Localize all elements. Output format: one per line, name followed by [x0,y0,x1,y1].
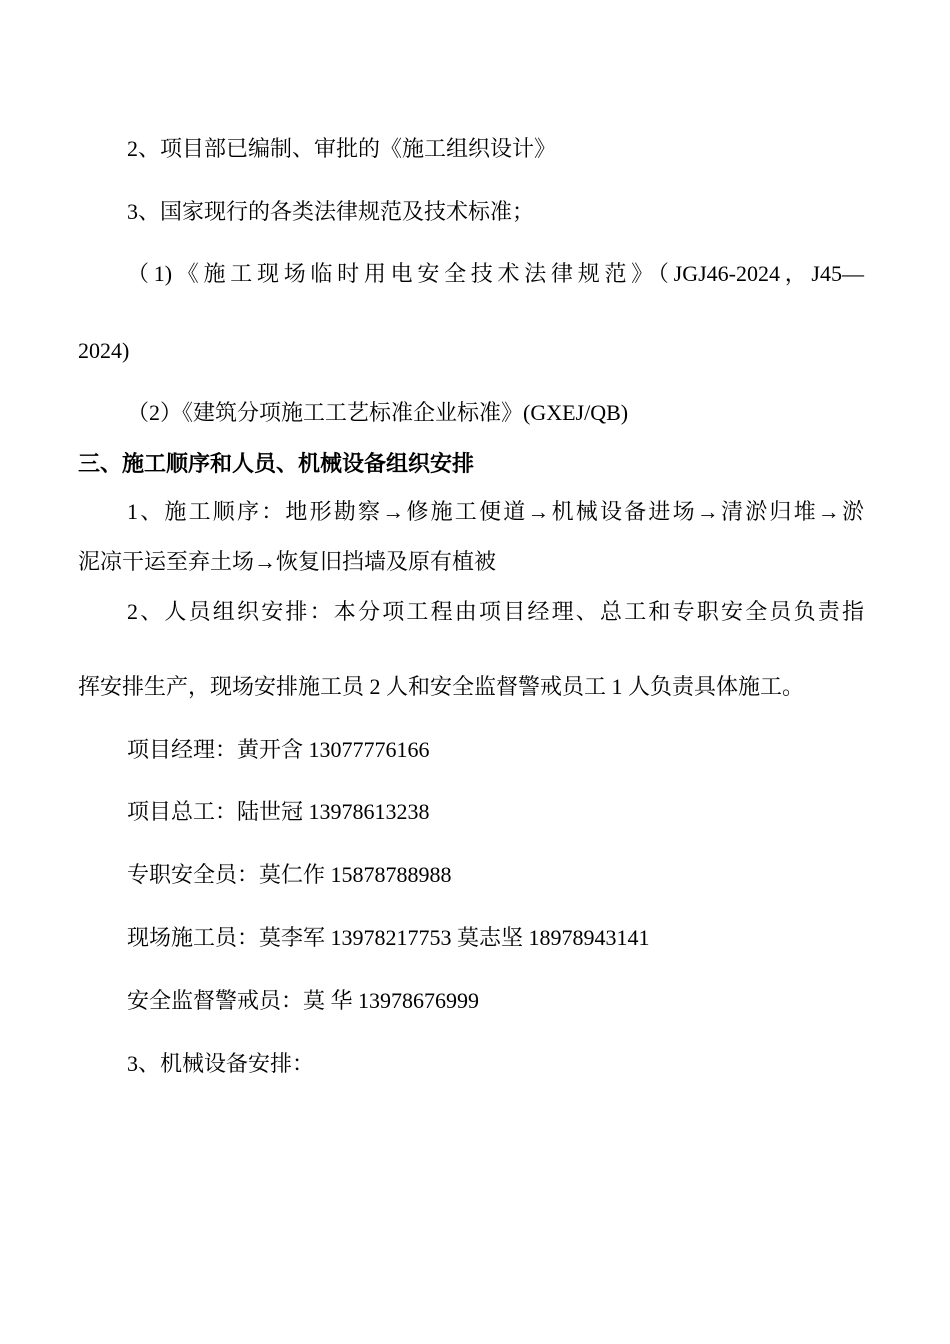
paragraph-staffing-cont: 挥安排生产，现场安排施工员 2 人和安全监督警戒员工 1 人负责具体施工。 [78,674,805,699]
paragraph-standard-1: （1)《施工现场临时用电安全技术法律规范》（JGJ46-2024，J45— [127,261,864,286]
paragraph-standard-1-cont: 2024) [78,338,130,363]
contact-site-workers: 现场施工员：莫李军 13978217753 莫志坚 18978943141 [127,925,650,950]
paragraph-basis-3: 3、国家现行的各类法律规范及技术标准； [127,199,535,224]
contact-safety-officer: 专职安全员：莫仁作 15878788988 [127,862,452,887]
paragraph-staffing: 2、人员组织安排：本分项工程由项目经理、总工和专职安全员负责指 [127,599,864,624]
paragraph-equipment: 3、机械设备安排： [127,1051,315,1076]
contact-safety-supervisor: 安全监督警戒员：莫 华 13978676999 [127,988,480,1013]
paragraph-construction-sequence-cont: 泥凉干运至弃土场→恢复旧挡墙及原有植被 [78,549,497,574]
paragraph-construction-sequence: 1、施工顺序：地形勘察→修施工便道→机械设备进场→清淤归堆→淤 [127,499,864,524]
paragraph-standard-2: （2）《建筑分项施工工艺标准企业标准》(GXEJ/QB) [127,400,629,425]
contact-chief-engineer: 项目总工：陆世冠 13978613238 [127,799,430,824]
paragraph-basis-2: 2、项目部已编制、审批的《施工组织设计》 [127,136,557,161]
section-heading: 三、施工顺序和人员、机械设备组织安排 [78,451,475,476]
contact-project-manager: 项目经理：黄开含 13077776166 [127,737,430,762]
